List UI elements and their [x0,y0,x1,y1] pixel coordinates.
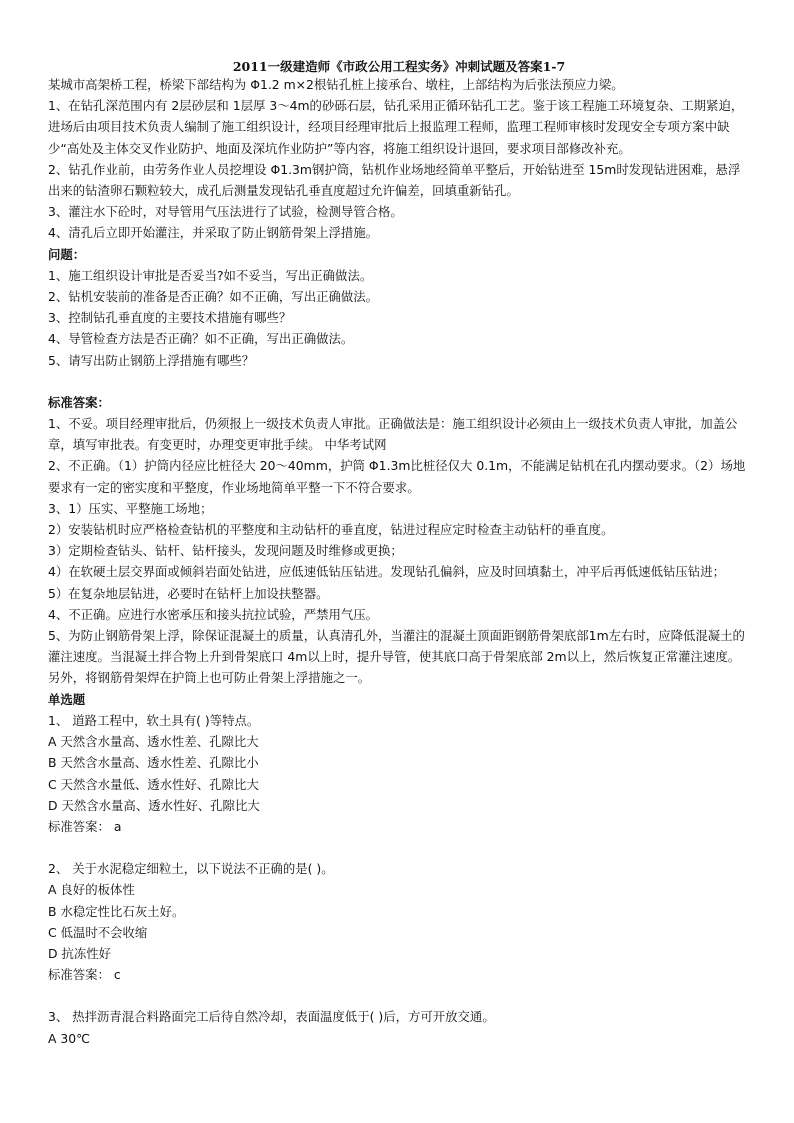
mcq-1-option-c: C 天然含水量低、透水性好、孔隙比大 [48,776,259,792]
answer-3-5: 5）在复杂地层钻进，必要时在钻杆上加设扶整器。 [48,585,329,601]
case-item-4: 4、清孔后立即开始灌注，并采取了防止钢筋骨架上浮措施。 [48,225,379,241]
single-choice-heading: 单选题 [48,691,86,707]
answer-1: 1、不妥。项目经理审批后，仍须报上一级技术负责人审批。正确做法是：施工组织设计必须由上一级技术负责人审批，加盖公章，填写审批表。有变更时，办理变更审批手续。 中华考试网 [48,416,738,453]
question-1: 1、施工组织设计审批是否妥当?如不妥当，写出正确做法。 [48,267,373,283]
mcq-1-stem: 1、 道路工程中，软土具有( )等特点。 [48,712,260,728]
answer-5: 5、为防止钢筋骨架上浮，除保证混凝土的质量，认真清孔外，当灌注的混凝土顶面距钢筋骨架底部1m左右时，应降低混凝土的灌注速度。当混凝土拌合物上升到骨架底口 4m以上时，提升导管，使其底口高于骨架底部 2m以上，然后恢复正常灌注速度。另外，将钢筋骨架焊在护筒上也可防止骨架上浮措施之一。 [48,628,745,686]
mcq-1-option-a: A 天然含水量高、透水性差、孔隙比大 [48,734,259,750]
mcq-3-stem: 3、 热拌沥青混合料路面完工后待自然冷却，表面温度低于( )后，方可开放交通。 [48,1009,495,1025]
case-item-1: 1、在钻孔深范围内有 2层砂层和 1层厚 3～4m的砂砾石层，钻孔采用正循环钻孔工艺。鉴于该工程施工环境复杂、工期紧迫，进场后由项目技术负责人编制了施工组织设计，经项目经理审批后上报监理工程师，监理工程师审核时发现安全专项方案中缺少“高处及主体交叉作业防护、地面及深坑作业防护”等内容，将施工组织设计退回，要求项目部修改补充。 [48,98,744,156]
answer-3-3: 3）定期检查钻头、钻杆、钻杆接头，发现问题及时维修或更换； [48,543,403,559]
mcq-1-option-d: D 天然含水量高、透水性好、孔隙比大 [48,797,260,813]
blank-line [48,371,750,392]
question-2: 2、钻机安装前的准备是否正确？如不正确，写出正确做法。 [48,289,379,305]
answer-2: 2、不正确。（1）护筒内径应比桩径大 20～40mm，护筒 Φ1.3m比桩径仅大 0.1m，不能满足钻机在孔内摆动要求。（2）场地要求有一定的密实度和平整度，作业场地简单平整一下不符合要求。 [48,458,746,495]
blank-line [48,837,750,858]
case-intro: 某城市高架桥工程，桥梁下部结构为 Φ1.2 m×2根钻孔桩上接承台、墩柱，上部结构为后张法预应力梁。 [48,77,624,92]
page-title: 2011一级建造师《市政公用工程实务》冲刺试题及答案1-7 [232,59,566,74]
question-3: 3、控制钻孔垂直度的主要技术措施有哪些？ [48,310,292,326]
answer-3-4: 4）在软硬土层交界面或倾斜岩面处钻进，应低速低钻压钻进。发现钻孔偏斜，应及时回填黏土，冲平后再低速低钻压钻进； [48,564,725,580]
mcq-1-answer: 标准答案： a [48,818,122,834]
mcq-3-option-a: A 30℃ [48,1030,91,1046]
mcq-1-option-b: B 天然含水量高、透水性差、孔隙比小 [48,755,259,771]
mcq-2-option-d: D 抗冻性好 [48,945,112,961]
blank-line [48,985,750,1006]
answer-3-2: 2）安装钻机时应严格检查钻机的平整度和主动钻杆的垂直度，钻进过程应定时检查主动钻杆的垂直度。 [48,522,614,538]
case-item-2: 2、钻孔作业前，由劳务作业人员挖埋设 Φ1.3m钢护筒，钻机作业场地经简单平整后，开始钻进至 15m时发现钻进困难，悬浮出来的钻渣卵石颗粒较大，成孔后测量发现钻孔垂直度超过允许偏差，回填重新钻孔。 [48,161,741,199]
answer-3-1: 3、1）压实、平整施工场地； [48,500,213,516]
answer-4: 4、不正确。应进行水密承压和接头抗拉试验，严禁用气压。 [48,606,379,622]
case-item-3: 3、灌注水下砼时，对导管用气压法进行了试验，检测导管合格。 [48,204,403,220]
answers-heading: 标准答案： [48,394,110,410]
question-5: 5、请写出防止钢筋上浮措施有哪些？ [48,352,255,368]
questions-heading: 问题： [48,246,86,262]
mcq-2-answer: 标准答案： c [48,967,121,983]
mcq-2-option-a: A 良好的板体性 [48,882,135,898]
document [48,56,750,1049]
mcq-2-option-c: C 低温时不会收缩 [48,924,148,940]
mcq-2-stem: 2、 关于水泥稳定细粒土，以下说法不正确的是( )。 [48,861,334,877]
mcq-2-option-b: B 水稳定性比石灰土好。 [48,903,185,919]
question-4: 4、导管检查方法是否正确？如不正确，写出正确做法。 [48,331,354,347]
